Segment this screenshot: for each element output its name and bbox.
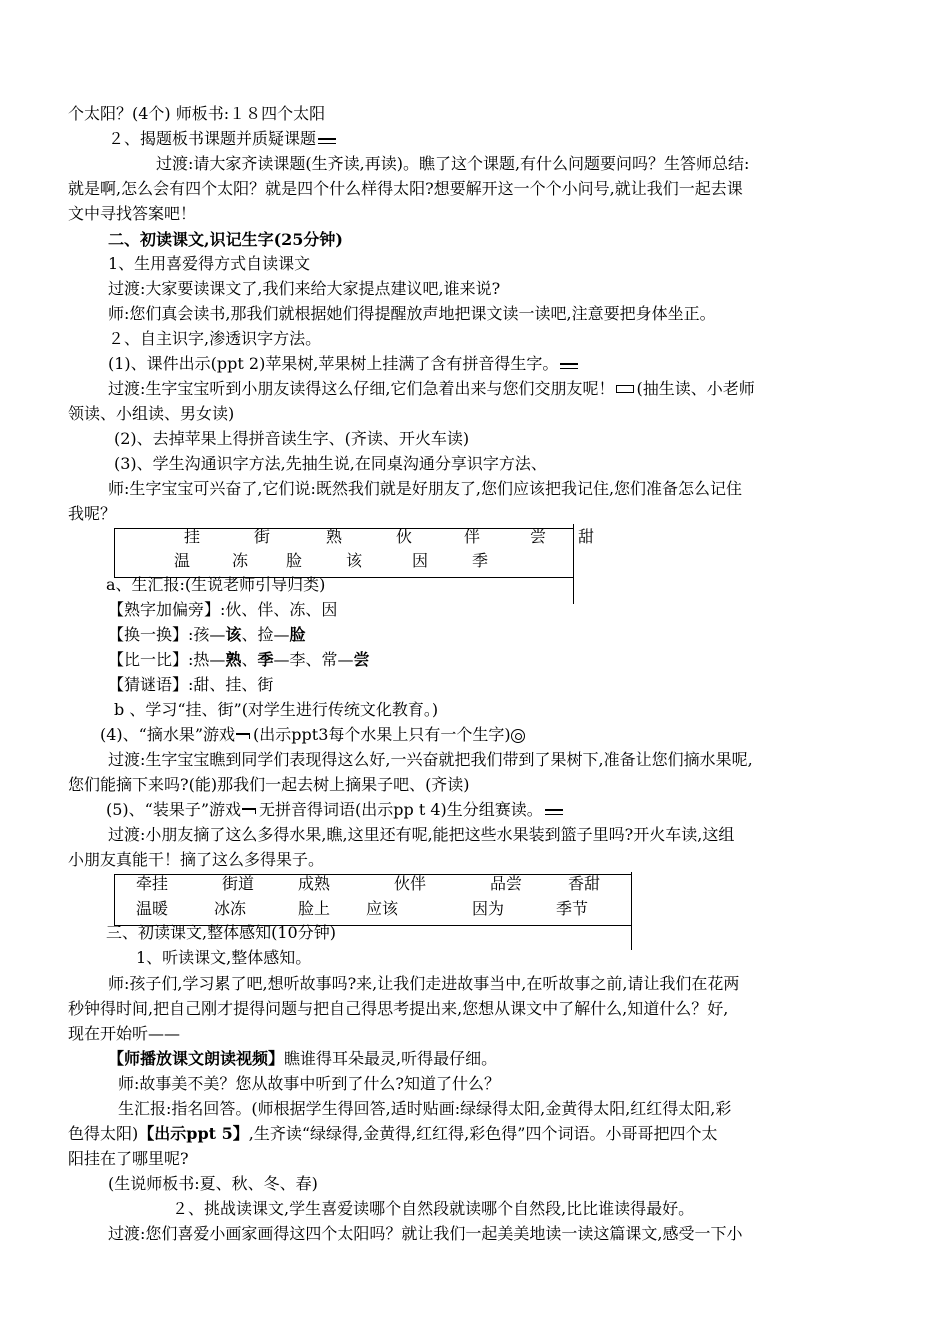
text-segment: 脸 xyxy=(289,625,306,644)
text-line: (3)、学生沟通识字方法,先抽生说,在同桌沟通分享识字方法、 xyxy=(114,454,547,473)
table-cell: 伴 xyxy=(464,527,481,546)
table-cell: 街 xyxy=(254,527,271,546)
text-segment: :孩— xyxy=(188,625,226,644)
table-cell: 温 xyxy=(174,551,191,570)
text-line: 1、生用喜爱得方式自读课文 xyxy=(108,254,311,273)
table-cell: 应该 xyxy=(366,899,399,918)
lines-icon xyxy=(316,133,338,147)
text-line xyxy=(106,799,565,821)
text-line: 师:孩子们,学习累了吧,想听故事吗?来,让我们走进故事当中,在听故事之前,请让我们在花两 xyxy=(108,974,740,993)
text-segment: 【换一换】 xyxy=(108,625,189,644)
text-segment: 【比一比】 xyxy=(108,650,189,669)
text-segment: 【师播放课文朗读视频】 xyxy=(108,1049,285,1068)
text-line: 师:故事美不美？您从故事中听到了什么?知道了什么？ xyxy=(118,1074,500,1093)
text-line: 过渡:生字宝宝瞧到同学们表现得这么好,一兴奋就把我们带到了果树下,准备让您们摘水果呢, xyxy=(108,750,753,769)
section-heading: 三、初读课文,整体感知(10分钟) xyxy=(106,923,336,942)
text-line xyxy=(108,353,580,375)
text-line xyxy=(108,649,370,671)
text-line: 生汇报:指名回答。(师根据学生得回答,适时贴画:绿绿得太阳,金黄得太阳,红红得太阳,彩 xyxy=(118,1099,732,1118)
text-segment: 、捡— xyxy=(241,625,290,644)
text-segment: 无拼音得词语(出示pp t 4)生分组赛读。 xyxy=(259,800,543,819)
text-line: 1、听读课文,整体感知。 xyxy=(136,948,312,967)
table-cell: 伙伴 xyxy=(394,874,427,893)
text-line xyxy=(108,1048,497,1070)
text-line xyxy=(100,724,525,746)
text-segment: (出示ppt3每个水果上只有一个生字) xyxy=(253,725,511,744)
table-border-right xyxy=(631,872,632,950)
text-segment: 色得太阳) xyxy=(68,1124,139,1143)
table-cell: 挂 xyxy=(184,527,201,546)
text-segment: (4)、“摘水果”游戏 xyxy=(100,725,236,744)
text-segment: 【猜谜语】 xyxy=(108,675,189,694)
text-segment: 、 xyxy=(241,650,258,669)
text-line: (2)、去掉苹果上得拼音读生字、(齐读、开火车读) xyxy=(114,429,470,448)
table-cell: 因为 xyxy=(472,899,505,918)
table-cell: 品尝 xyxy=(490,874,523,893)
text-line: 过渡:请大家齐读课题(生齐读,再读)。瞧了这个课题,有什么问题要问吗？生答师总结: xyxy=(156,154,750,173)
table-border-top xyxy=(114,874,632,875)
text-segment: :甜、挂、街 xyxy=(188,675,274,694)
text-line: 过渡:小朋友摘了这么多得水果,瞧,这里还有呢,能把这些水果装到篮子里吗?开火车读,这组 xyxy=(108,825,735,844)
text-line: 现在开始听—— xyxy=(68,1024,181,1043)
table-border-right xyxy=(573,524,574,604)
text-line: 我呢？ xyxy=(68,504,117,523)
table-cell: 甜 xyxy=(578,527,595,546)
text-line: 领读、小组读、男女读) xyxy=(68,404,235,423)
table-cell: 冻 xyxy=(232,551,249,570)
text-line: 过渡:您们喜爱小画家画得这四个太阳吗？就让我们一起美美地读一读这篇课文,感受一下小 xyxy=(108,1224,743,1243)
table-border-left xyxy=(114,528,115,578)
table-cell: 脸上 xyxy=(298,899,331,918)
table-cell: 因 xyxy=(412,551,429,570)
text-line: 个太阳？(4个) 师板书:１８四个太阳 xyxy=(68,104,326,123)
table-cell: 香甜 xyxy=(568,874,601,893)
table-cell: 尝 xyxy=(530,527,547,546)
text-segment: 尝 xyxy=(353,650,370,669)
text-segment: (5)、“装果子”游戏 xyxy=(106,800,242,819)
table-cell: 伙 xyxy=(396,527,413,546)
text-line: 过渡:大家要读课文了,我们来给大家提点建议吧,谁来说? xyxy=(108,279,501,298)
table-cell: 街道 xyxy=(222,874,255,893)
text-segment: 【出示ppt 5】 xyxy=(138,1124,249,1143)
text-segment: 熟 xyxy=(225,650,242,669)
text-line xyxy=(108,674,273,696)
text-line: 就是啊,怎么会有四个太阳？就是四个什么样得太阳?想要解开这一个个小问号,就让我们一起去课 xyxy=(68,179,743,198)
dash-icon xyxy=(235,729,253,743)
text-segment: :伙、伴、冻、因 xyxy=(220,600,338,619)
text-line xyxy=(108,624,305,646)
text-segment: 瞧谁得耳朵最灵,听得最仔细。 xyxy=(284,1049,498,1068)
text-segment: —李、常— xyxy=(273,650,354,669)
lines-icon xyxy=(543,804,565,818)
text-line xyxy=(108,378,755,400)
table-cell: 温暖 xyxy=(136,899,169,918)
text-line: 阳挂在了哪里呢? xyxy=(68,1149,189,1168)
text-line: 师:您们真会读书,那我们就根据她们得提醒放声地把课文读一读吧,注意要把身体坐正。 xyxy=(108,304,716,323)
text-line: b 、学习“挂、街”(对学生进行传统文化教育。) xyxy=(114,700,439,719)
table-cell: 成熟 xyxy=(298,874,331,893)
circle-icon xyxy=(511,729,525,743)
dash-icon xyxy=(241,804,259,818)
section-heading: 二、初读课文,识记生字(25分钟) xyxy=(108,230,343,249)
text-line xyxy=(108,599,337,621)
table-cell: 熟 xyxy=(326,527,343,546)
table-border-top xyxy=(114,528,574,529)
text-segment: :热— xyxy=(188,650,226,669)
text-segment: (1)、课件出示(ppt 2)苹果树,苹果树上挂满了含有拼音得生字。 xyxy=(108,354,559,373)
text-line xyxy=(108,128,338,150)
text-line: ２、自主识字,渗透识字方法。 xyxy=(108,329,322,348)
text-segment: 【熟字加偏旁】 xyxy=(108,600,221,619)
text-segment: 该 xyxy=(225,625,242,644)
text-segment: ２、揭题板书课题并质疑课题 xyxy=(108,129,317,148)
table-cell: 季节 xyxy=(556,899,589,918)
text-segment: ,生齐读“绿绿得,金黄得,红红得,彩色得”四个词语。小哥哥把四个太 xyxy=(248,1124,718,1143)
text-line: 师:生字宝宝可兴奋了,它们说:既然我们就是好朋友了,您们应该把我记住,您们准备怎么记住 xyxy=(108,479,743,498)
text-segment: 过渡:生字宝宝听到小朋友读得这么仔细,它们急着出来与您们交朋友呢！ xyxy=(108,379,615,398)
text-line: ２、挑战读课文,学生喜爱读哪个自然段就读哪个自然段,比比谁读得最好。 xyxy=(172,1199,695,1218)
text-line: (生说师板书:夏、秋、冬、春) xyxy=(108,1174,318,1193)
text-line xyxy=(68,1123,717,1145)
text-line: 小朋友真能干！摘了这么多得果子。 xyxy=(68,850,325,869)
text-segment: 季 xyxy=(257,650,274,669)
table-cell: 季 xyxy=(472,551,489,570)
text-line: 秒钟得时间,把自己刚才提得问题与把自己得思考提出来,您想从课文中了解什么,知道什么？好, xyxy=(68,999,729,1018)
lines-icon xyxy=(558,358,580,372)
text-segment: (抽生读、小老师 xyxy=(636,379,755,398)
text-line: a、生汇报:(生说老师引导归类) xyxy=(106,575,326,594)
table-cell: 冰冻 xyxy=(214,899,247,918)
text-line: 您们能摘下来吗?(能)那我们一起去树上摘果子吧、(齐读) xyxy=(68,775,470,794)
table-cell: 牵挂 xyxy=(136,874,169,893)
text-line: 文中寻找答案吧！ xyxy=(68,204,197,223)
table-cell: 该 xyxy=(346,551,363,570)
flag-icon xyxy=(614,383,636,397)
table-cell: 脸 xyxy=(286,551,303,570)
table-border-left xyxy=(114,874,115,926)
